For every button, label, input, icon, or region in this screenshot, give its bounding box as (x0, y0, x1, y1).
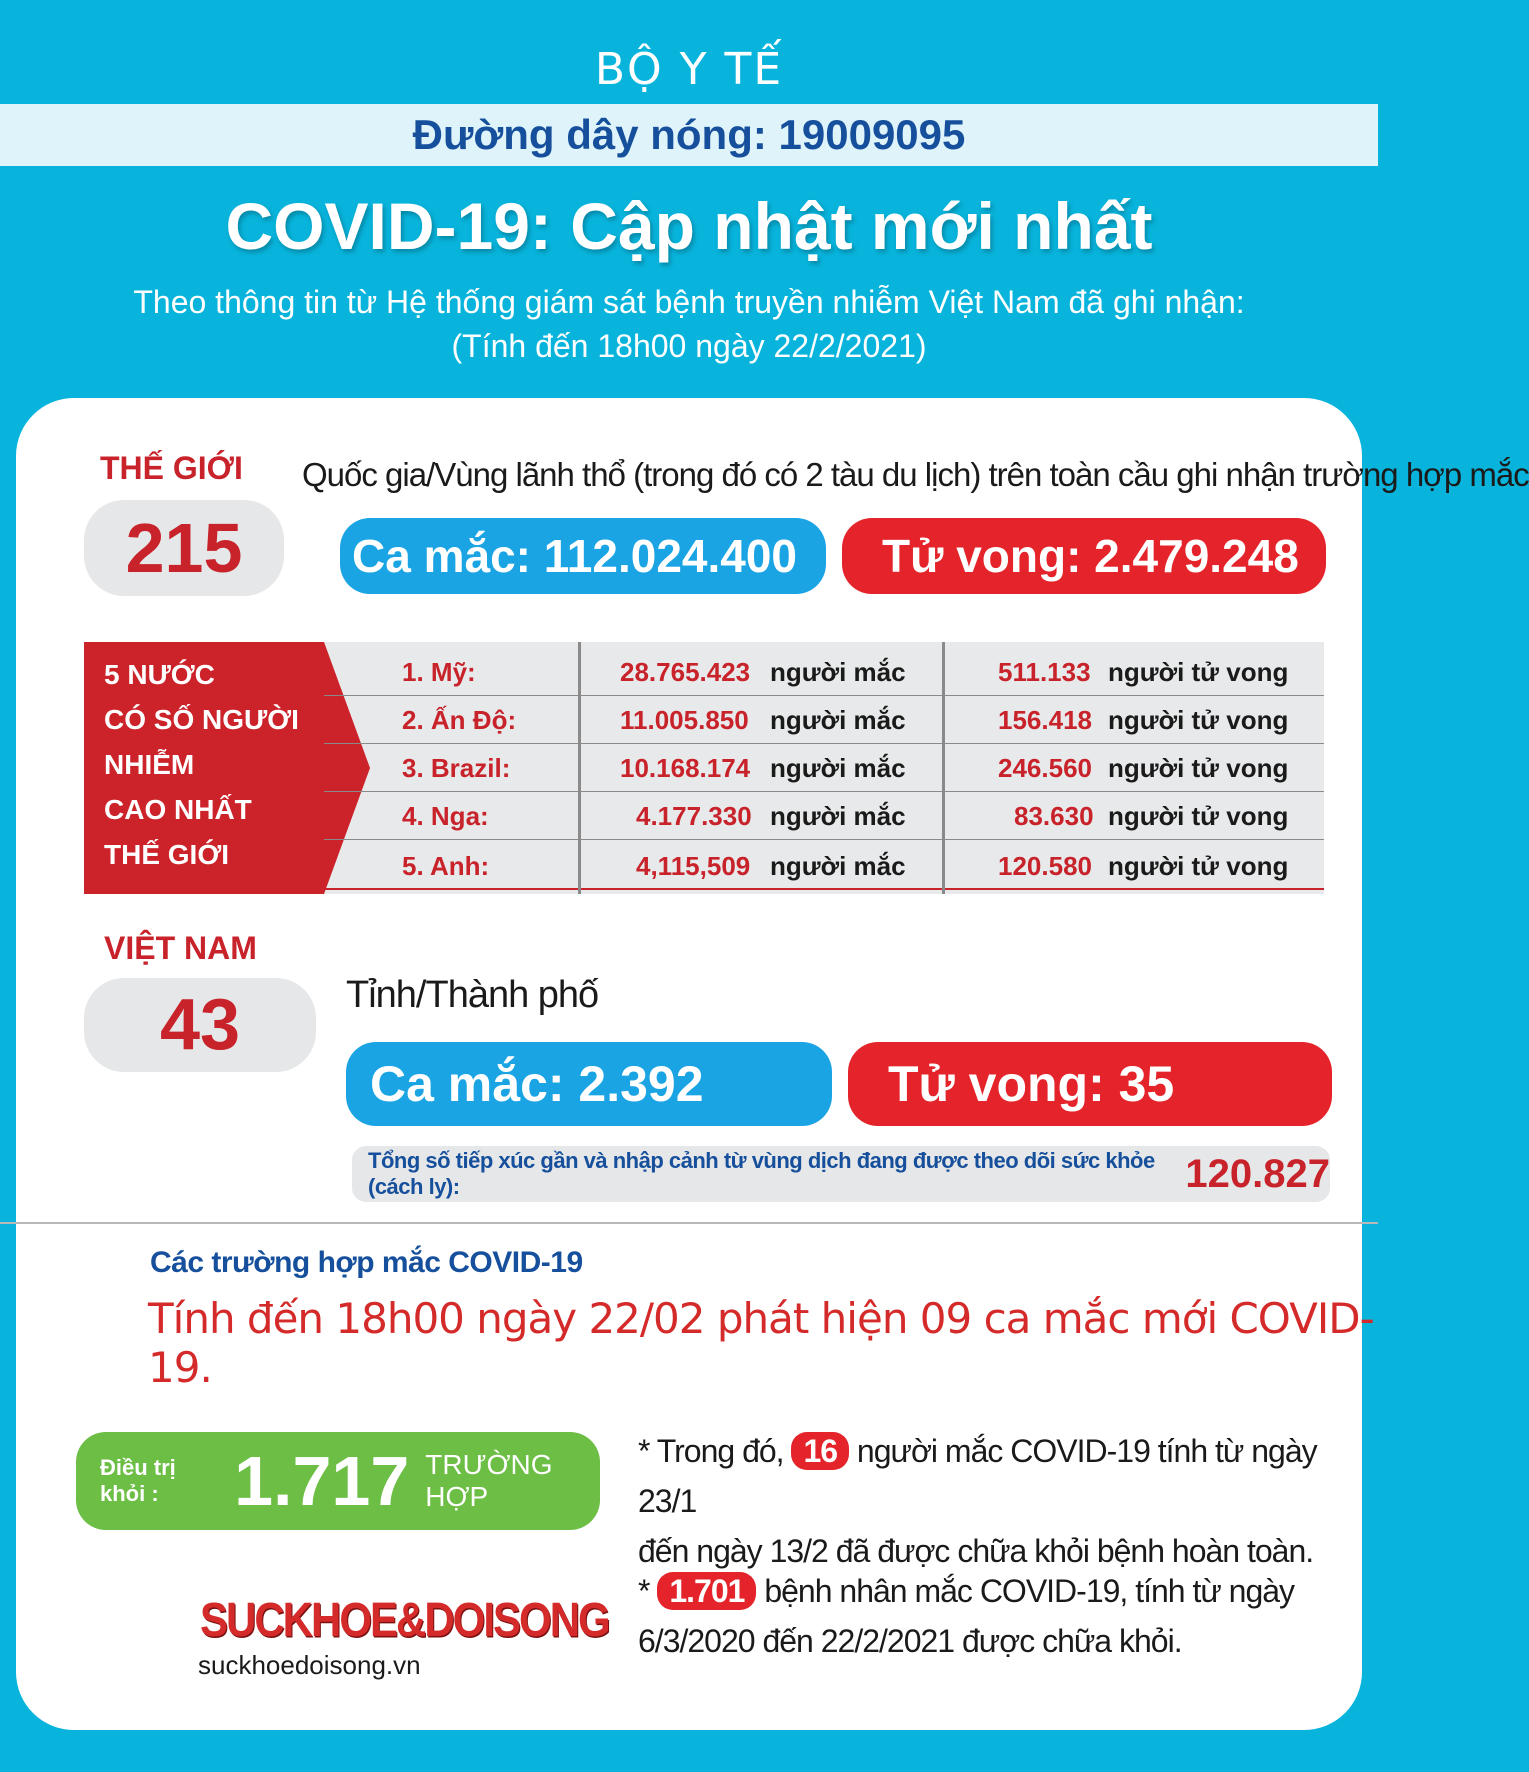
country-cases: 11.005.850 (620, 705, 749, 735)
country-deaths-unit: người tử vong (1108, 851, 1289, 881)
country-cases-unit: người mắc (770, 657, 906, 687)
country-cases: 10.168.174 (620, 753, 751, 783)
country-deaths-unit: người tử vong (1108, 801, 1289, 831)
table-row (324, 648, 1324, 696)
country-deaths-unit: người tử vong (1108, 705, 1289, 735)
top5-title-line: CÓ SỐ NGƯỜI (104, 704, 299, 735)
note-1-line-2: đến ngày 13/2 đã được chữa khỏi bệnh hoàn toàn. (638, 1533, 1314, 1569)
note-1-badge: 16 (791, 1432, 849, 1470)
hotline-text: Đường dây nóng: 19009095 (412, 111, 966, 158)
contacts-bar (352, 1146, 1330, 1202)
country-cases: 4,115,509 (636, 851, 751, 881)
recovered-unit: TRƯỜNG HỢP (425, 1449, 553, 1512)
table-divider (942, 642, 945, 894)
country-deaths: 120.580 (998, 851, 1092, 881)
cases-new-text: Tính đến 18h00 ngày 22/02 phát hiện 09 ca mắc mới COVID-19. (148, 1294, 1374, 1392)
country-deaths: 156.418 (998, 705, 1092, 735)
country-deaths: 511.133 (998, 657, 1091, 687)
vietnam-province-count (84, 978, 316, 1072)
note-2-line-2: 6/3/2020 đến 22/2/2021 được chữa khỏi. (638, 1623, 1182, 1659)
note-2-suffix: bệnh nhân mắc COVID-19, tính từ ngày (764, 1573, 1295, 1609)
recovered-value: 1.717 (234, 1442, 410, 1520)
top5-title-line: THẾ GIỚI (104, 839, 230, 870)
world-deaths-text: Tử vong: 2.479.248 (882, 530, 1299, 582)
world-deaths-pill (842, 518, 1326, 594)
country-deaths-unit: người tử vong (1108, 657, 1289, 687)
publisher-url: suckhoedoisong.vn (198, 1650, 421, 1680)
world-cases-pill (340, 518, 826, 594)
note-2-badge: 1.701 (657, 1572, 756, 1610)
subtitle-line-2: (Tính đến 18h00 ngày 22/2/2021) (451, 328, 927, 364)
page-title: COVID-19: Cập nhật mới nhất (225, 189, 1153, 263)
note-1-suffix: người mắc COVID-19 tính từ ngày 23/1 (638, 1433, 1317, 1519)
cases-heading: Các trường hợp mắc COVID-19 (150, 1246, 583, 1279)
world-label: THẾ GIỚI (100, 450, 243, 486)
table-divider (578, 642, 581, 894)
world-country-count (84, 500, 284, 596)
vietnam-description: Tỉnh/Thành phố (346, 974, 599, 1016)
recovered-label: Điều trị khỏi : (100, 1455, 176, 1506)
country-name: 3. Brazil: (402, 753, 511, 783)
table-row (324, 744, 1324, 792)
country-deaths: 246.560 (998, 753, 1092, 783)
country-name: 2. Ấn Độ: (402, 705, 517, 735)
vietnam-label: VIỆT NAM (104, 930, 257, 966)
vietnam-deaths-text: Tử vong: 35 (888, 1056, 1175, 1112)
ministry-name: BỘ Y TẾ (594, 44, 784, 95)
top5-title-line: NHIỄM (104, 749, 195, 780)
country-cases-unit: người mắc (770, 753, 906, 783)
country-name: 5. Anh: (402, 851, 490, 881)
world-count-value: 215 (125, 509, 243, 587)
note-2-prefix: * (638, 1573, 650, 1609)
world-cases-text: Ca mắc: 112.024.400 (352, 530, 798, 582)
hotline-banner (0, 104, 1378, 166)
recovered-pill (76, 1432, 600, 1530)
subtitle (0, 280, 1378, 368)
top5-title-line: 5 NƯỚC (104, 659, 215, 690)
table-row (324, 696, 1324, 744)
publisher-logo: SUCKHOE&DOISONG (200, 1592, 609, 1647)
vietnam-count-value: 43 (159, 985, 241, 1065)
contacts-label: Tổng số tiếp xúc gần và nhập cảnh từ vùng dịch đang được theo dõi sức khỏe (cách ly): (368, 1148, 1155, 1199)
vietnam-deaths-pill (848, 1042, 1332, 1126)
country-deaths-unit: người tử vong (1108, 753, 1289, 783)
table-row (324, 842, 1324, 890)
top5-title-line: CAO NHẤT (104, 794, 252, 825)
contacts-value: 120.827 (1185, 1151, 1330, 1196)
top5-title (104, 652, 344, 877)
vietnam-cases-pill (346, 1042, 832, 1126)
country-deaths: 83.630 (1014, 801, 1094, 831)
note-2 (638, 1566, 1338, 1666)
note-1 (638, 1426, 1338, 1576)
world-description: Quốc gia/Vùng lãnh thổ (trong đó có 2 tàu du lịch) trên toàn cầu ghi nhận trường hợp mắc (302, 456, 1529, 493)
country-cases: 4.177.330 (636, 801, 752, 831)
vietnam-cases-text: Ca mắc: 2.392 (370, 1056, 704, 1112)
country-cases-unit: người mắc (770, 851, 906, 881)
table-row (324, 792, 1324, 840)
country-cases-unit: người mắc (770, 705, 906, 735)
country-cases: 28.765.423 (620, 657, 751, 687)
section-divider (0, 1222, 1378, 1224)
country-name: 4. Nga: (402, 801, 489, 831)
subtitle-line-1: Theo thông tin từ Hệ thống giám sát bệnh truyền nhiễm Việt Nam đã ghi nhận: (133, 284, 1245, 320)
country-name: 1. Mỹ: (402, 657, 476, 687)
country-cases-unit: người mắc (770, 801, 906, 831)
note-1-prefix: * Trong đó, (638, 1433, 784, 1469)
